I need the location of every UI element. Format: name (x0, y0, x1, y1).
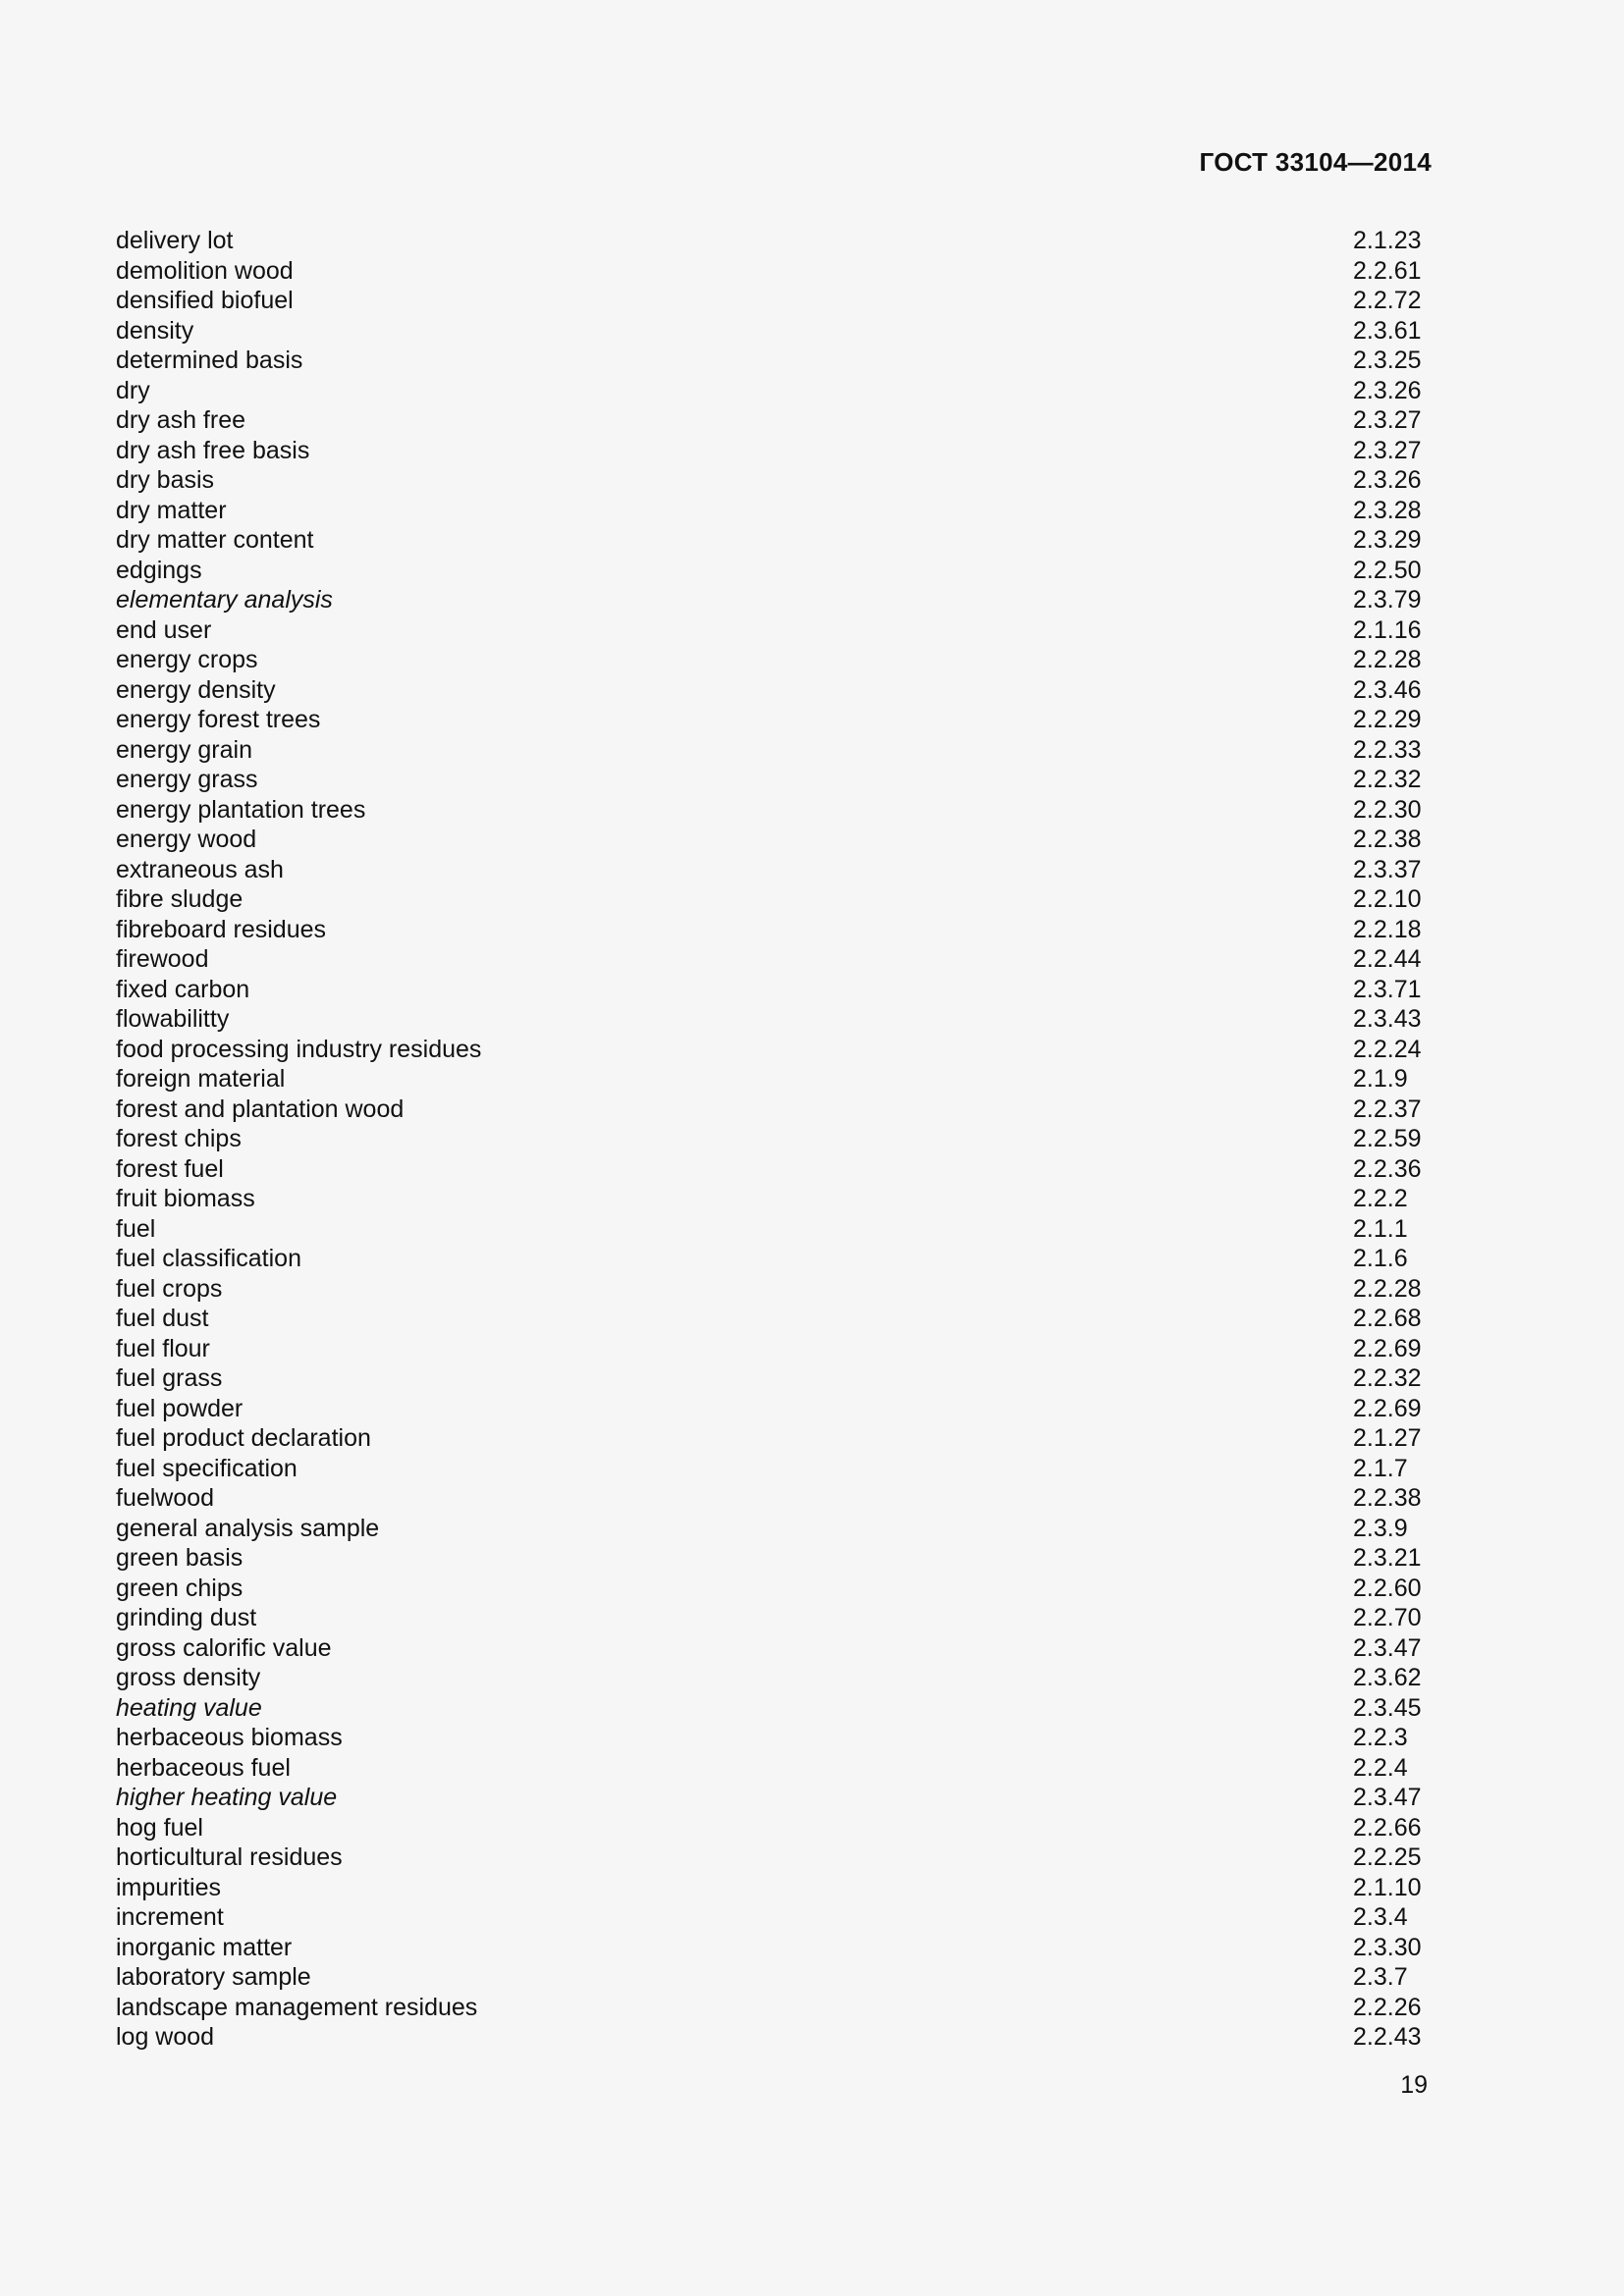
index-entry (116, 1394, 1422, 1424)
index-term: fixed carbon (116, 975, 250, 1003)
index-entry (116, 1244, 1422, 1274)
index-term: dry basis (116, 466, 215, 494)
index-term: energy forest trees (116, 706, 321, 733)
index-term: foreign material (116, 1065, 286, 1093)
index-entry (116, 256, 1422, 287)
index-reference: 2.2.68 (1353, 1305, 1422, 1332)
index-reference: 2.3.45 (1353, 1693, 1422, 1722)
index-entry (116, 1454, 1422, 1484)
index-reference: 2.3.27 (1353, 406, 1422, 434)
index-term: horticultural residues (116, 1843, 343, 1871)
index-entry (116, 1873, 1422, 1903)
index-term: flowabilitty (116, 1005, 230, 1033)
index-entry (116, 1095, 1422, 1125)
index-list (116, 226, 1422, 2053)
index-term: densified biofuel (116, 287, 294, 314)
index-entry (116, 1064, 1422, 1095)
index-reference: 2.1.6 (1353, 1245, 1408, 1272)
index-reference: 2.3.79 (1353, 586, 1422, 614)
index-term: energy crops (116, 646, 258, 673)
index-reference: 2.1.16 (1353, 615, 1422, 644)
index-term: hog fuel (116, 1813, 203, 1842)
index-entry (116, 525, 1422, 556)
index-entry (116, 735, 1422, 766)
index-entry (116, 405, 1422, 436)
index-term: end user (116, 615, 212, 644)
index-term: energy grass (116, 766, 258, 793)
index-reference: 2.1.1 (1353, 1214, 1408, 1243)
index-term: fruit biomass (116, 1185, 255, 1212)
index-term: dry matter (116, 496, 227, 524)
index-reference: 2.2.4 (1353, 1753, 1408, 1782)
index-reference: 2.3.25 (1353, 347, 1422, 374)
index-reference: 2.2.44 (1353, 945, 1422, 973)
index-reference: 2.1.23 (1353, 227, 1422, 254)
index-reference: 2.1.7 (1353, 1454, 1408, 1482)
index-reference: 2.2.29 (1353, 706, 1422, 733)
index-entry (116, 645, 1422, 675)
index-entry (116, 1933, 1422, 1963)
index-reference: 2.1.9 (1353, 1065, 1408, 1093)
index-entry (116, 465, 1422, 496)
index-reference: 2.2.69 (1353, 1394, 1422, 1422)
index-term: fuel (116, 1214, 156, 1243)
index-term: higher heating value (116, 1784, 338, 1811)
index-entry (116, 1035, 1422, 1065)
index-reference: 2.2.37 (1353, 1095, 1422, 1123)
index-entry (116, 1813, 1422, 1843)
index-reference: 2.3.37 (1353, 855, 1422, 883)
index-entry (116, 705, 1422, 735)
document-header: ГОСТ 33104—2014 (1199, 147, 1432, 177)
index-reference: 2.2.70 (1353, 1604, 1422, 1631)
index-entry (116, 1363, 1422, 1394)
index-reference: 2.2.18 (1353, 915, 1422, 943)
index-entry (116, 1274, 1422, 1305)
index-reference: 2.2.36 (1353, 1154, 1422, 1183)
index-reference: 2.2.59 (1353, 1125, 1422, 1152)
index-term: dry ash free (116, 406, 246, 434)
index-entry (116, 1574, 1422, 1604)
index-term: forest chips (116, 1125, 242, 1152)
index-entry (116, 496, 1422, 526)
index-reference: 2.3.47 (1353, 1784, 1422, 1811)
index-reference: 2.2.72 (1353, 287, 1422, 314)
index-term: fuel grass (116, 1364, 223, 1392)
index-entry (116, 795, 1422, 826)
index-term: fibreboard residues (116, 915, 327, 943)
index-reference: 2.3.28 (1353, 496, 1422, 524)
index-reference: 2.3.46 (1353, 675, 1422, 704)
index-reference: 2.3.62 (1353, 1664, 1422, 1691)
index-term: landscape management residues (116, 1993, 478, 2021)
index-term: log wood (116, 2023, 215, 2051)
index-entry (116, 1723, 1422, 1753)
index-entry (116, 316, 1422, 347)
index-reference: 2.2.38 (1353, 1484, 1422, 1512)
index-entry (116, 825, 1422, 855)
page-number: 19 (1400, 2071, 1428, 2099)
index-entry (116, 1184, 1422, 1214)
index-reference: 2.2.28 (1353, 1274, 1422, 1303)
index-entry (116, 1693, 1422, 1724)
index-entry (116, 1214, 1422, 1245)
index-entry (116, 1783, 1422, 1813)
index-term: gross density (116, 1664, 261, 1691)
index-reference: 2.2.28 (1353, 646, 1422, 673)
index-reference: 2.2.60 (1353, 1574, 1422, 1602)
index-reference: 2.3.4 (1353, 1903, 1408, 1931)
index-reference: 2.2.30 (1353, 795, 1422, 824)
index-reference: 2.3.30 (1353, 1933, 1422, 1961)
index-term: fuel classification (116, 1245, 301, 1272)
index-reference: 2.2.43 (1353, 2023, 1422, 2051)
index-term: dry ash free basis (116, 436, 310, 464)
index-reference: 2.2.3 (1353, 1724, 1408, 1751)
index-term: heating value (116, 1693, 262, 1722)
index-reference: 2.3.61 (1353, 316, 1422, 345)
index-entry (116, 1483, 1422, 1514)
index-entry (116, 1543, 1422, 1574)
index-term: dry (116, 376, 150, 404)
index-term: increment (116, 1903, 224, 1931)
index-term: determined basis (116, 347, 303, 374)
index-entry (116, 1304, 1422, 1334)
index-term: laboratory sample (116, 1963, 311, 1991)
index-reference: 2.3.71 (1353, 975, 1422, 1003)
index-entry (116, 1334, 1422, 1364)
index-term: green basis (116, 1544, 244, 1572)
index-term: delivery lot (116, 227, 234, 254)
index-term: density (116, 316, 194, 345)
index-term: fuel product declaration (116, 1424, 371, 1452)
index-term: grinding dust (116, 1604, 257, 1631)
index-entry (116, 556, 1422, 586)
index-term: green chips (116, 1574, 244, 1602)
index-entry (116, 944, 1422, 975)
index-term: elementary analysis (116, 586, 333, 614)
index-reference: 2.1.27 (1353, 1424, 1422, 1452)
index-reference: 2.3.43 (1353, 1005, 1422, 1033)
index-term: fibre sludge (116, 885, 244, 913)
index-entry (116, 1004, 1422, 1035)
index-entry (116, 1154, 1422, 1185)
index-reference: 2.2.2 (1353, 1185, 1408, 1212)
index-entry (116, 1962, 1422, 1993)
index-entry (116, 2022, 1422, 2053)
index-reference: 2.2.69 (1353, 1334, 1422, 1362)
index-term: fuel dust (116, 1305, 209, 1332)
index-term: fuel powder (116, 1394, 244, 1422)
index-term: herbaceous biomass (116, 1724, 343, 1751)
index-entry (116, 1663, 1422, 1693)
index-reference: 2.3.7 (1353, 1963, 1408, 1991)
index-term: energy grain (116, 735, 252, 764)
index-entry (116, 1514, 1422, 1544)
index-reference: 2.2.24 (1353, 1035, 1422, 1063)
index-entry (116, 1753, 1422, 1784)
index-entry (116, 1993, 1422, 2023)
index-term: impurities (116, 1873, 221, 1901)
index-entry (116, 436, 1422, 466)
index-term: energy wood (116, 826, 257, 853)
index-term: gross calorific value (116, 1633, 332, 1662)
index-reference: 2.2.50 (1353, 556, 1422, 584)
index-entry (116, 1603, 1422, 1633)
index-term: firewood (116, 945, 209, 973)
index-entry (116, 1633, 1422, 1664)
index-term: demolition wood (116, 256, 294, 285)
index-entry (116, 1124, 1422, 1154)
index-entry (116, 286, 1422, 316)
index-reference: 2.2.25 (1353, 1843, 1422, 1871)
index-term: fuelwood (116, 1484, 215, 1512)
index-reference: 2.2.61 (1353, 256, 1422, 285)
index-entry (116, 915, 1422, 945)
index-entry (116, 615, 1422, 646)
index-term: inorganic matter (116, 1933, 293, 1961)
index-term: herbaceous fuel (116, 1753, 291, 1782)
index-entry (116, 346, 1422, 376)
index-reference: 2.2.33 (1353, 735, 1422, 764)
index-entry (116, 1902, 1422, 1933)
index-term: general analysis sample (116, 1514, 380, 1542)
index-term: fuel crops (116, 1274, 223, 1303)
index-reference: 2.3.47 (1353, 1633, 1422, 1662)
index-entry (116, 975, 1422, 1005)
index-reference: 2.1.10 (1353, 1873, 1422, 1901)
index-reference: 2.2.38 (1353, 826, 1422, 853)
index-term: forest and plantation wood (116, 1095, 405, 1123)
index-reference: 2.3.9 (1353, 1514, 1408, 1542)
index-reference: 2.2.66 (1353, 1813, 1422, 1842)
index-entry (116, 376, 1422, 406)
index-reference: 2.2.32 (1353, 1364, 1422, 1392)
index-term: fuel flour (116, 1334, 210, 1362)
index-reference: 2.2.32 (1353, 766, 1422, 793)
index-entry (116, 1423, 1422, 1454)
index-term: fuel specification (116, 1454, 298, 1482)
index-reference: 2.3.26 (1353, 466, 1422, 494)
index-term: extraneous ash (116, 855, 284, 883)
index-reference: 2.3.26 (1353, 376, 1422, 404)
index-term: energy density (116, 675, 276, 704)
index-entry (116, 855, 1422, 885)
index-entry (116, 675, 1422, 706)
index-entry (116, 226, 1422, 256)
index-entry (116, 884, 1422, 915)
index-reference: 2.3.29 (1353, 526, 1422, 554)
index-entry (116, 585, 1422, 615)
index-entry (116, 765, 1422, 795)
index-term: dry matter content (116, 526, 314, 554)
index-reference: 2.3.21 (1353, 1544, 1422, 1572)
index-entry (116, 1842, 1422, 1873)
index-term: edgings (116, 556, 202, 584)
index-reference: 2.2.10 (1353, 885, 1422, 913)
index-term: forest fuel (116, 1154, 224, 1183)
index-reference: 2.2.26 (1353, 1993, 1422, 2021)
index-term: food processing industry residues (116, 1035, 482, 1063)
index-reference: 2.3.27 (1353, 436, 1422, 464)
index-term: energy plantation trees (116, 795, 366, 824)
